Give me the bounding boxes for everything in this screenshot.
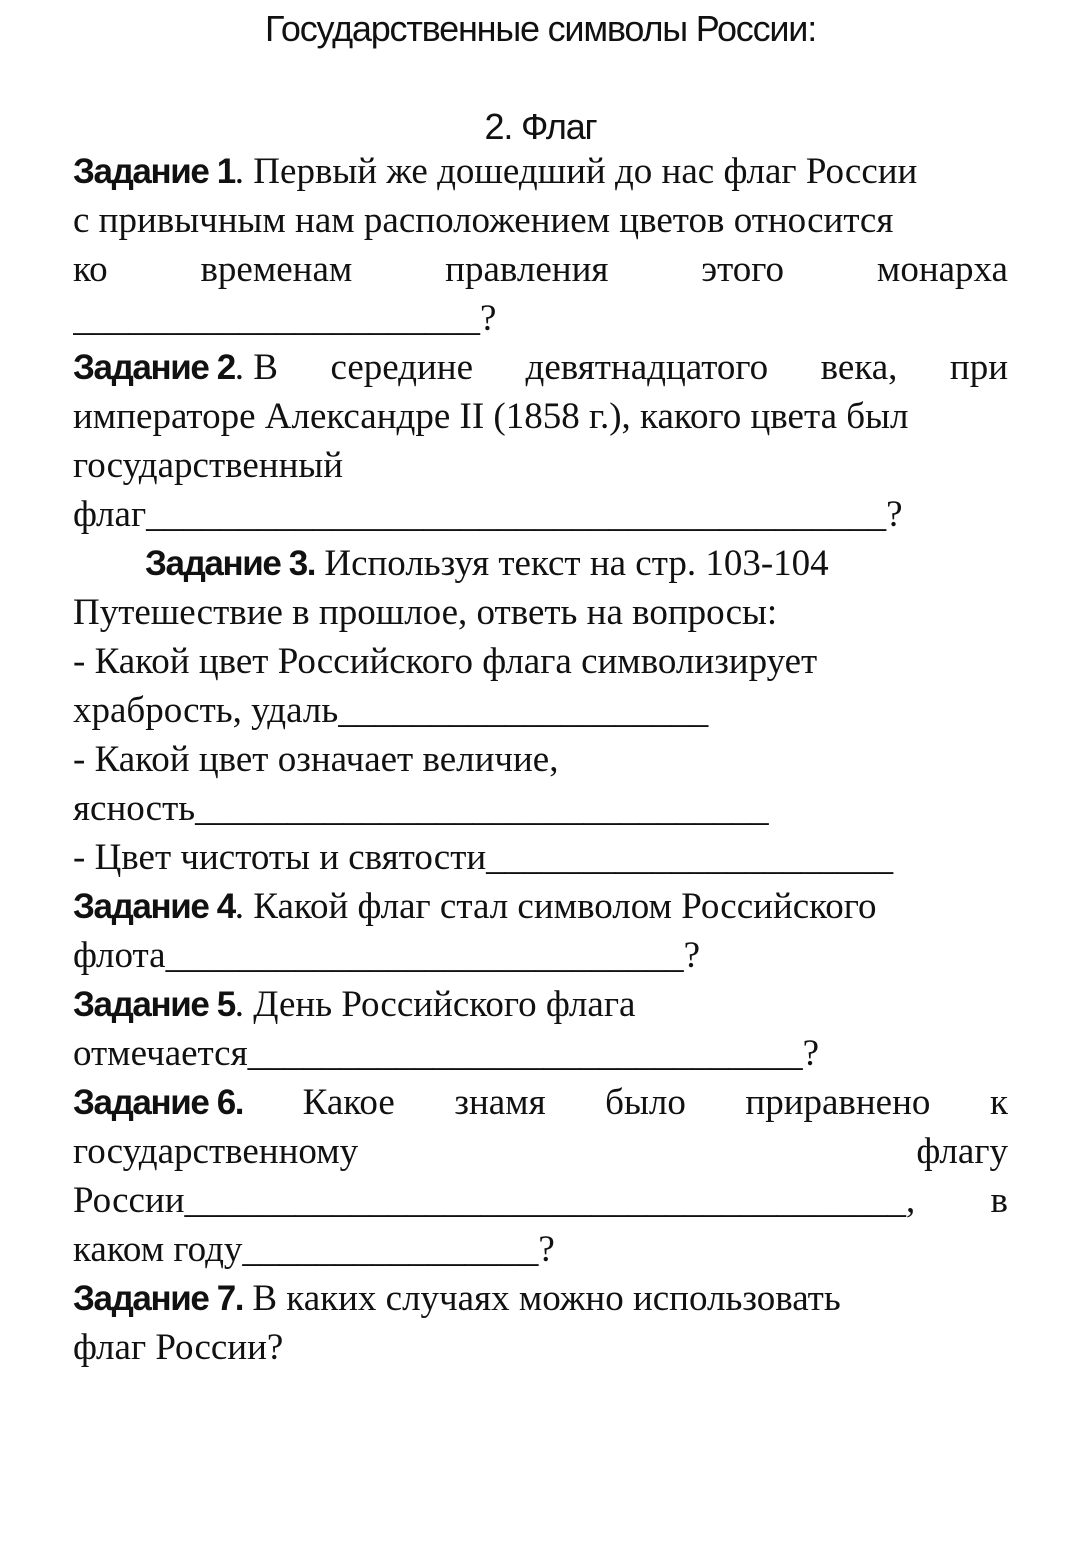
task-3-label: Задание 3. <box>145 544 316 583</box>
task-4-text: . Какой флаг стал символом Российского <box>234 886 877 927</box>
task-6 <box>73 1078 1008 1274</box>
task-4-label: Задание 4 <box>73 887 235 926</box>
task-4 <box>73 882 1008 980</box>
task-1-answer-blank: ______________________? <box>73 298 497 339</box>
task-1-line-2: с привычным нам расположением цветов относится <box>73 200 894 241</box>
task-3-question-1: - Какой цвет Российского флага символизирует <box>73 641 818 682</box>
task-2-line-1: Задание 2. В середине девятнадцатого века, при <box>73 347 1008 388</box>
page-title: Государственные символы России: <box>264 8 817 49</box>
task-3 <box>73 539 1008 882</box>
task-1-label: Задание 1 <box>73 152 235 191</box>
task-7-label: Задание 7. <box>73 1279 244 1318</box>
task-5-answer-blank: отмечается______________________________? <box>73 1033 820 1074</box>
task-2-label: Задание 2 <box>73 348 235 387</box>
task-2 <box>73 343 1008 539</box>
task-3-text: Используя текст на стр. 103-104 <box>315 543 829 584</box>
task-5-text: . День Российского флага <box>234 984 636 1025</box>
worksheet-page <box>73 0 1008 1372</box>
task-3-question-1-blank: храбрость, удаль____________________ <box>73 690 709 731</box>
task-2-line-3: государственный <box>73 445 344 486</box>
task-2-line-2: императоре Александре II (1858 г.), какого цвета был <box>73 396 909 437</box>
task-1-text: . Первый же дошедший до нас флаг России <box>234 151 918 192</box>
task-2-answer-blank: флаг________________________________________? <box>73 494 903 535</box>
task-3-line-2: Путешествие в прошлое, ответь на вопросы: <box>73 592 778 633</box>
task-7-line-2: флаг России? <box>73 1327 284 1368</box>
task-6-label: Задание 6. <box>73 1083 244 1122</box>
task-6-line-1: Задание 6. Какое знамя было приравнено к <box>73 1078 1008 1127</box>
task-1-line-3: ко временам правления этого монарха <box>73 249 1008 290</box>
task-7-text: В каких случаях можно использовать <box>243 1278 841 1319</box>
task-3-question-2-blank: ясность_______________________________ <box>73 788 769 829</box>
task-6-answer-blank-2: каком году________________? <box>73 1229 555 1270</box>
task-3-question-3: - Цвет чистоты и святости______________________ <box>73 837 894 878</box>
task-3-question-2: - Какой цвет означает величие, <box>73 739 559 780</box>
task-5 <box>73 980 1008 1078</box>
section-subtitle: 2. Флаг <box>484 106 597 147</box>
task-6-line-2: государственному флагу <box>73 1131 1008 1172</box>
task-5-label: Задание 5 <box>73 985 235 1024</box>
task-4-answer-blank: флота____________________________? <box>73 935 700 976</box>
task-1 <box>73 147 1008 343</box>
task-7 <box>73 1274 1008 1372</box>
task-6-answer-blank-1: России_______________________________________, в <box>73 1180 1008 1221</box>
